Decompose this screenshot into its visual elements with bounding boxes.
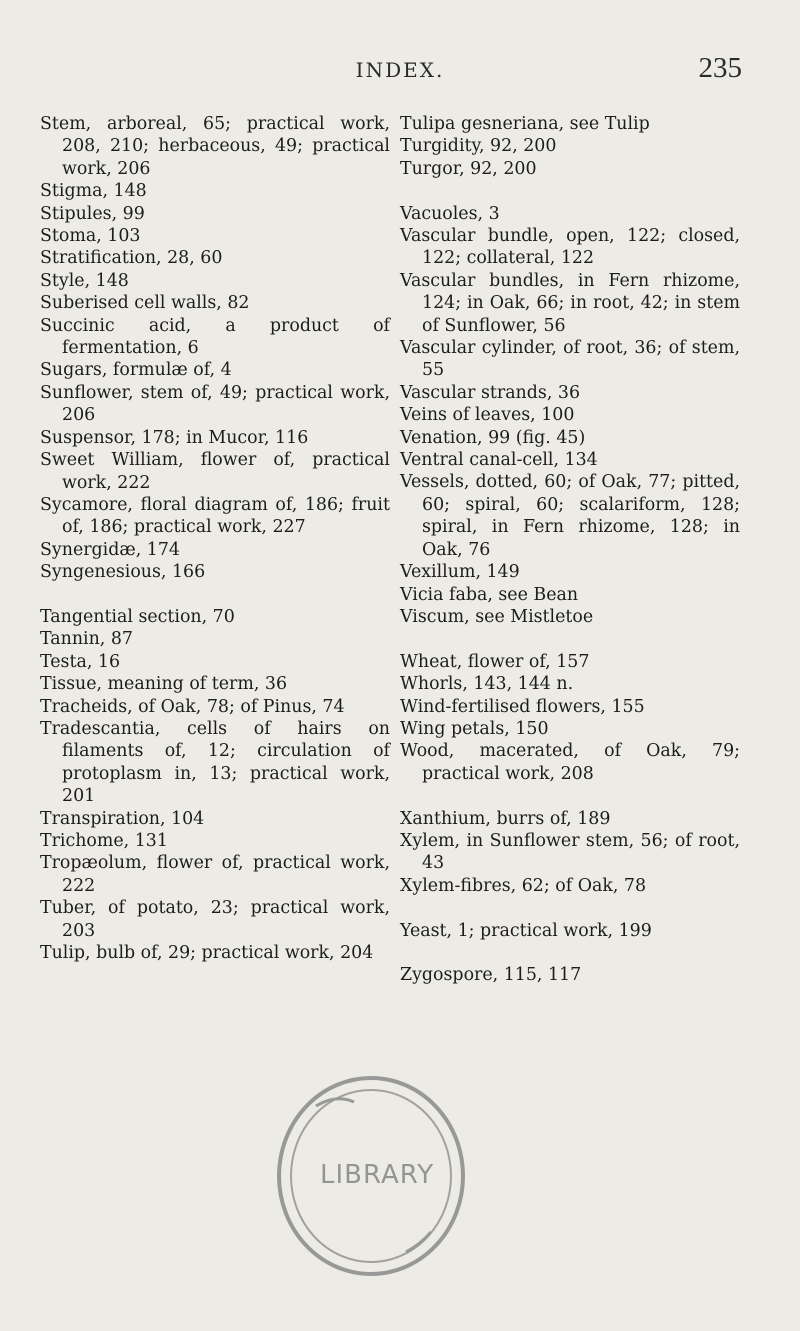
index-entry: Xanthium, burrs of, 189: [400, 808, 611, 829]
section-gap: [400, 942, 740, 964]
index-entry: Syngenesious, 166: [40, 562, 206, 583]
index-entry: Tannin, 87: [40, 629, 133, 650]
index-entry: Whorls, 143, 144 n.: [400, 674, 574, 695]
index-entry: Turgidity, 92, 200: [400, 136, 557, 157]
section-gap: [400, 897, 740, 919]
index-entry: Wing petals, 150: [400, 718, 549, 739]
index-entry: Tissue, meaning of term, 36: [40, 674, 288, 695]
index-entry: Venation, 99 (fig. 45): [400, 427, 586, 448]
stamp-text: LIBRARY: [320, 1160, 435, 1190]
index-entry: Vascular bundle, open, 122; closed, 122; collateral, 122: [400, 226, 740, 269]
index-entry: Wind-fertilised flowers, 155: [400, 696, 645, 717]
index-entry: Stigma, 148: [40, 181, 147, 202]
index-entry: Vicia faba, see Bean: [400, 584, 579, 605]
index-entry: Sunflower, stem of, 49; practical work, 206: [40, 382, 390, 426]
index-entry: Yeast, 1; practical work, 199: [400, 920, 652, 941]
index-entry: Transpiration, 104: [40, 808, 205, 829]
index-entry: Zygospore, 115, 117: [400, 965, 582, 986]
index-entry: Testa, 16: [40, 651, 121, 672]
library-stamp: [256, 1054, 486, 1304]
index-entry: Vascular strands, 36: [400, 382, 581, 403]
index-entry: Vascular cylinder, of root, 36; of stem, 55: [400, 338, 740, 381]
index-entry: Suspensor, 178; in Mucor, 116: [40, 427, 309, 448]
section-gap: [400, 628, 740, 650]
index-entry: Tracheids, of Oak, 78; of Pinus, 74: [40, 696, 345, 717]
index-entry: Tulipa gesneriana, see Tulip: [400, 114, 650, 134]
index-entry: Vessels, dotted, 60; of Oak, 77; pitted, 60; spiral, 60; scalariform, 128; spiral, in Fern rhizome, 128; in Oak, 76: [400, 472, 740, 560]
index-entry: Suberised cell walls, 82: [40, 293, 250, 314]
index-entry: Tangential section, 70: [40, 606, 235, 627]
section-gap: [400, 180, 740, 202]
index-entry: Vexillum, 149: [400, 562, 520, 583]
index-entry: Turgor, 92, 200: [400, 158, 537, 179]
index-entry: Vascular bundles, in Fern rhizome, 124; in Oak, 66; in root, 42; in stem of Sunflower, 56: [400, 270, 740, 336]
index-entry: Wood, macerated, of Oak, 79; practical work, 208: [400, 741, 740, 784]
index-entry: Tuber, of potato, 23; practical work, 203: [40, 898, 390, 941]
right-index-column: [400, 113, 740, 987]
index-entry: Wheat, flower of, 157: [400, 651, 590, 672]
page-number: 235: [698, 52, 742, 84]
index-entry: Ventral canal-cell, 134: [400, 450, 598, 471]
index-entry: Xylem-fibres, 62; of Oak, 78: [400, 875, 647, 896]
index-entry: Sycamore, floral diagram of, 186; fruit of, 186; practical work, 227: [40, 494, 390, 538]
index-entry: Succinic acid, a product of fermentation, 6: [40, 315, 390, 359]
index-entry: Stoma, 103: [40, 226, 141, 247]
section-gap: [400, 785, 740, 807]
index-entry: Synergidæ, 174: [40, 539, 180, 560]
index-entry: Tradescantia, cells of hairs on filaments of, 12; circulation of protoplasm in, 13; practical work, 201: [40, 718, 390, 807]
index-entry: Stratification, 28, 60: [40, 248, 223, 269]
index-entry: Vacuoles, 3: [400, 203, 500, 224]
index-entry: Sugars, formulæ of, 4: [40, 360, 232, 381]
index-entry: Trichome, 131: [40, 830, 168, 851]
index-entry: Viscum, see Mistletoe: [400, 606, 594, 627]
index-entry: Tulip, bulb of, 29; practical work, 204: [40, 943, 374, 964]
index-entry: Veins of leaves, 100: [400, 405, 575, 426]
running-title: INDEX.: [355, 58, 445, 82]
left-index-column: [40, 113, 390, 964]
section-gap: [40, 584, 390, 606]
index-entry: Stipules, 99: [40, 203, 145, 224]
index-entry: Stem, arboreal, 65; practical work, 208, 210; herbaceous, 49; practical work, 206: [40, 114, 390, 179]
index-entry: Style, 148: [40, 270, 129, 291]
index-entry: Tropæolum, flower of, practical work, 222: [40, 853, 390, 896]
index-entry: Xylem, in Sunflower stem, 56; of root, 43: [400, 830, 740, 874]
index-entry: Sweet William, flower of, practical work, 222: [40, 450, 390, 493]
